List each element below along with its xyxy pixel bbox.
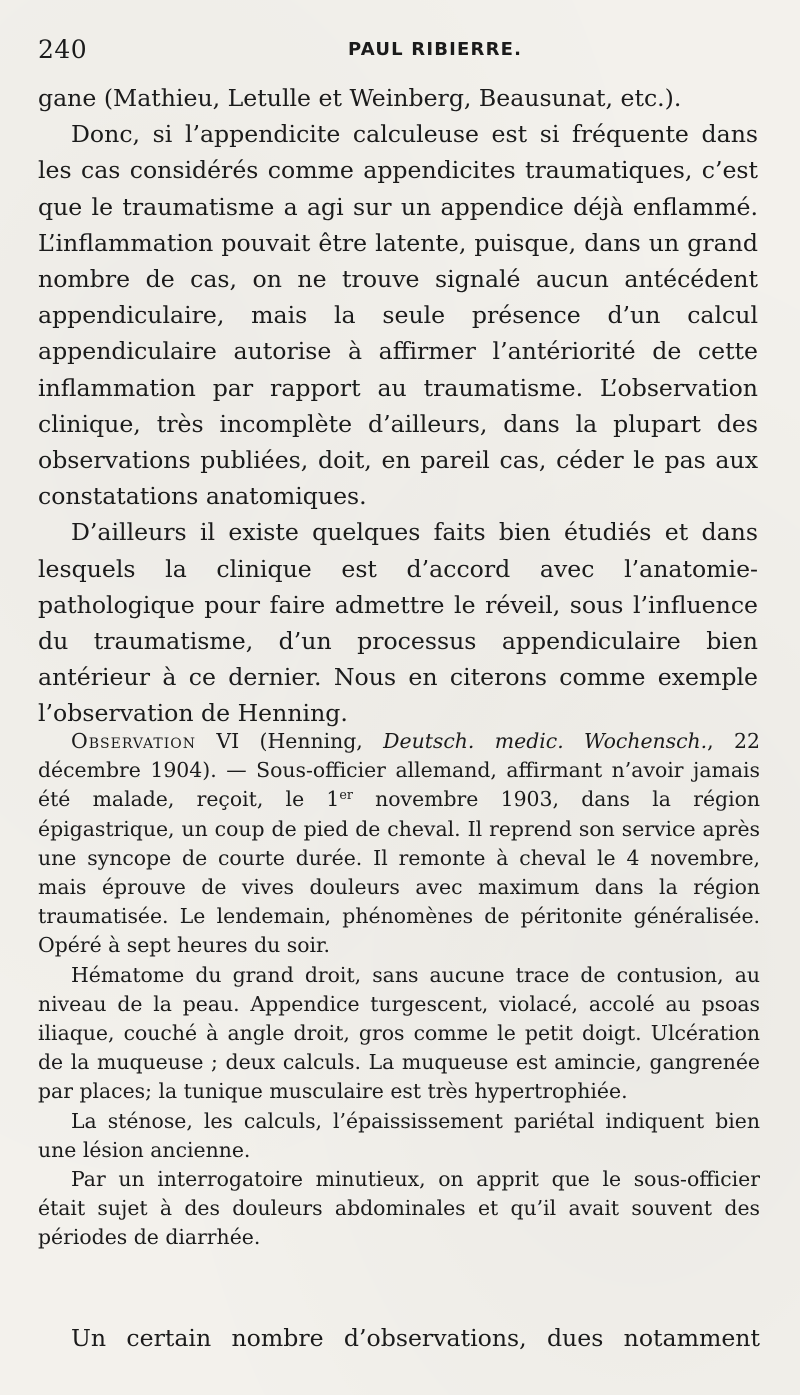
journal-title: Deutsch. medic. Wochensch. [383, 729, 708, 753]
observation-text: , 22 décembre 1904). — Sous-officier allemand, affirmant n’avoir jamais été malade, reçoit, le 1 [38, 729, 760, 812]
observation-paragraph: Par un interrogatoire minutieux, on apprit que le sous-officier était sujet à des douleurs abdominales et qu’il avait souvent des périodes de diarrhée. [38, 1167, 760, 1250]
ordinal-suffix: er [339, 787, 353, 803]
page-number: 240 [38, 35, 88, 64]
observation-label: Observation [71, 729, 196, 753]
paragraph: D’ailleurs il existe quelques faits bien étudiés et dans lesquels la clinique est d’accord avec l’anatomie-pathologique pour faire admettre le réveil, sous l’influence du traumatisme, d’un processus appendiculaire bien antérieur à ce dernier. Nous en citerons comme exemple l’observation de Henning. [38, 518, 758, 728]
observation-number: VI [216, 729, 240, 753]
main-text [38, 80, 758, 732]
paragraph: Donc, si l’appendicite calculeuse est si fréquente dans les cas considérés comme appendicites traumatiques, c’est que le traumatisme a agi sur un appendice déjà enflammé. L’inflammation pouvait être latente, puisque, dans un grand nombre de cas, on ne trouve signalé aucun antécédent appendiculaire, mais la seule présence d’un calcul appendiculaire autorise à affirmer l’antériorité de cette inflammation par rapport au traumatisme. L’observation clinique, très incomplète d’ailleurs, dans la plupart des observations publiées, doit, en pareil cas, céder le pas aux constatations anatomiques. [38, 120, 758, 511]
observation-ref-open: (Henning, [239, 729, 384, 753]
observation-paragraph [38, 727, 760, 961]
observation-block [38, 727, 760, 1253]
running-head: PAUL RIBIERRE. [348, 39, 523, 60]
paragraph-continuation: gane (Mathieu, Letulle et Weinberg, Beausunat, etc.). [38, 84, 682, 112]
observation-paragraph: La sténose, les calculs, l’épaississement pariétal indiquent bien une lésion ancienne. [38, 1108, 760, 1162]
observation-paragraph: Hématome du grand droit, sans aucune trace de contusion, au niveau de la peau. Appendice turgescent, violacé, accolé au psoas iliaque, couché à angle droit, gros comme le petit doigt. Ulcération de la muqueuse ; deux calculs. La muqueuse est amincie, gangrenée par places; la tunique musculaire est très hypertrophiée. [38, 962, 760, 1104]
paragraph-start: Un certain nombre d’observations, dues notamment [71, 1324, 760, 1352]
observation-text: novembre 1903, dans la région épigastrique, un coup de pied de cheval. Il reprend son service après une syncope de courte durée. Il remonte à cheval le 4 novembre, mais éprouve de vives douleurs avec maximum dans la région traumatisée. Le lendemain, phénomènes de péritonite généralisée. Opéré à sept heures du soir. [38, 787, 760, 958]
page-header [38, 33, 760, 69]
